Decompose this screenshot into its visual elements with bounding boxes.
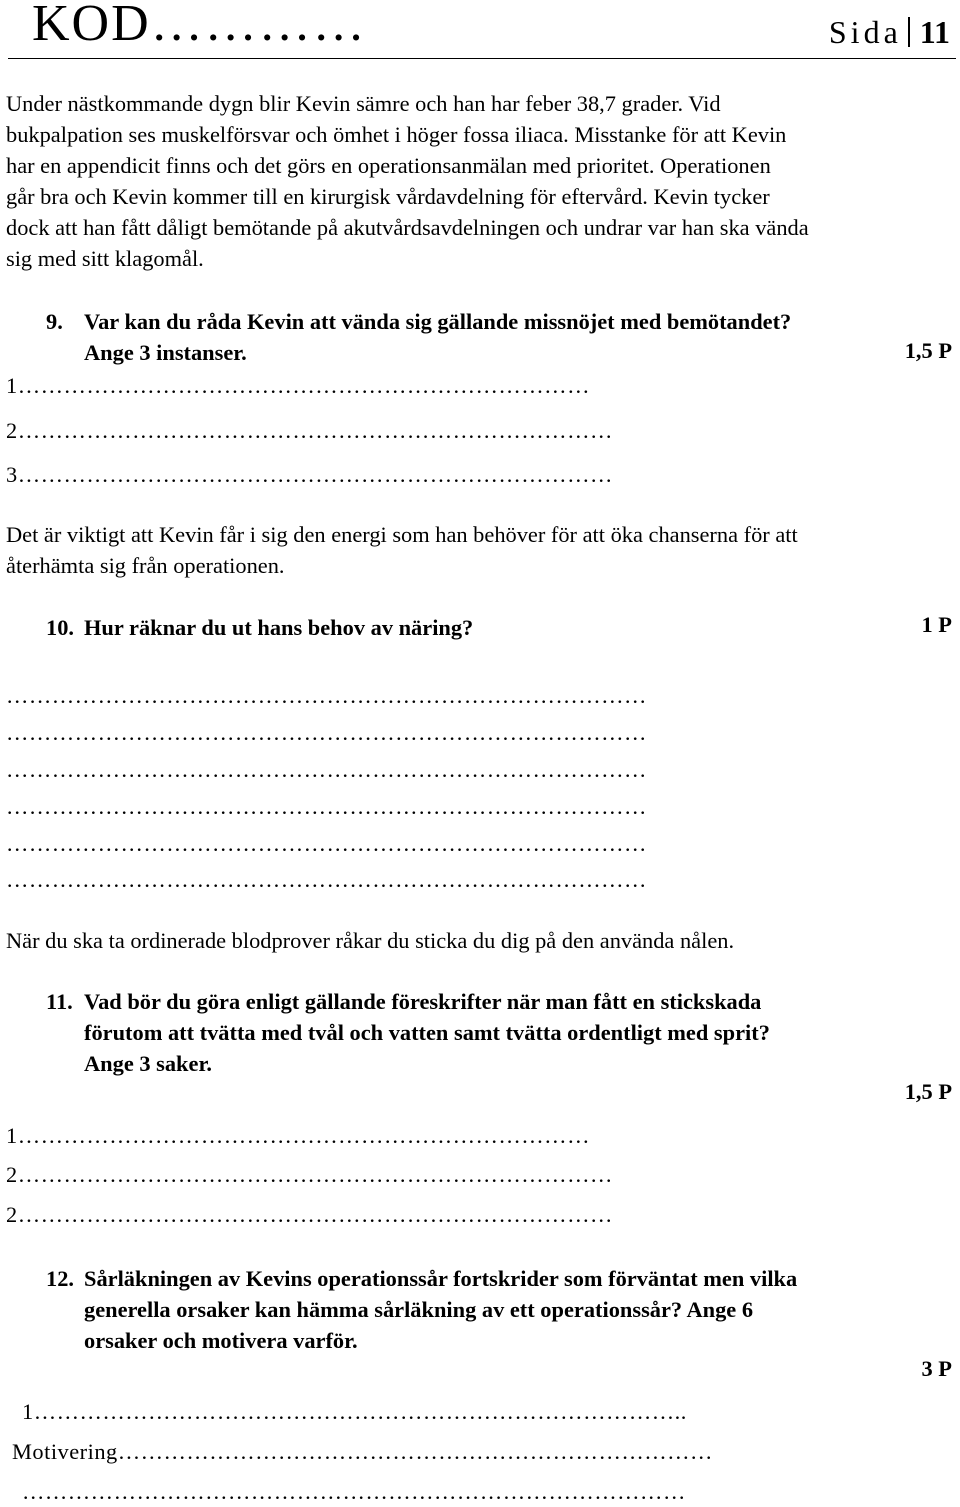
- paragraph-line: sig med sitt klagomål.: [6, 246, 204, 271]
- question-text: generella orsaker kan hämma sårläkning av ett operationssår? Ange 6: [84, 1297, 754, 1322]
- question-text: Sårläkningen av Kevins operationssår fortskrider som förväntat men vilka: [84, 1266, 798, 1291]
- question-10: [46, 612, 473, 643]
- answer-line-12-continued[interactable]: ……………………………………………………………………………: [22, 1479, 686, 1504]
- paragraph-line: har en appendicit finns och det görs en operationsanmälan med prioritet. Operationen: [6, 153, 771, 178]
- question-number: 11.: [46, 989, 73, 1014]
- question-10-points: 1 P: [921, 612, 952, 637]
- answer-line-10-1[interactable]: …………………………………………………………………………: [6, 683, 647, 708]
- question-text: Hur räknar du ut hans behov av näring?: [84, 615, 474, 640]
- answer-line-11-2[interactable]: 2……………………………………………………………………: [6, 1162, 613, 1187]
- paragraph-line: Det är viktigt att Kevin får i sig den energi som han behöver för att öka chanserna för att: [6, 522, 798, 547]
- question-text: Var kan du råda Kevin att vända sig gällande missnöjet med bemötandet?: [84, 309, 792, 334]
- question-number: 9.: [46, 309, 63, 334]
- question-text: förutom att tvätta med tvål och vatten samt tvätta ordentligt med sprit?: [84, 1020, 770, 1045]
- motivation-line-12[interactable]: Motivering……………………………………………………………………: [12, 1439, 713, 1464]
- question-9: [46, 306, 791, 368]
- question-12-points: 3 P: [921, 1356, 952, 1381]
- question-text: Vad bör du göra enligt gällande föreskrifter när man fått en stickskada: [84, 989, 762, 1014]
- exam-code-field: KOD…………: [32, 0, 367, 52]
- answer-line-10-2[interactable]: …………………………………………………………………………: [6, 720, 647, 745]
- question-text: orsaker och motivera varför.: [84, 1328, 358, 1353]
- paragraph-line: dock att han fått dåligt bemötande på akutvårdsavdelningen och undrar var han ska vända: [6, 215, 809, 240]
- answer-line-10-4[interactable]: …………………………………………………………………………: [6, 794, 647, 819]
- question-12: [46, 1263, 797, 1356]
- page-separator: [908, 17, 910, 47]
- header-rule: [8, 58, 956, 59]
- paragraph-line: återhämta sig från operationen.: [6, 553, 285, 578]
- question-11-points: 1,5 P: [904, 1079, 952, 1104]
- page-number: 11: [919, 14, 950, 50]
- question-number: 10.: [46, 615, 74, 640]
- scenario-paragraph-2: [6, 519, 954, 581]
- answer-line-9-2[interactable]: 2……………………………………………………………………: [6, 418, 613, 443]
- question-number: 12.: [46, 1266, 74, 1291]
- question-text: Ange 3 saker.: [84, 1051, 212, 1076]
- answer-line-12-1[interactable]: 1…………………………………………………………………………..: [22, 1399, 687, 1424]
- paragraph-line: går bra och Kevin kommer till en kirurgisk vårdavdelning för eftervård. Kevin tycker: [6, 184, 770, 209]
- answer-line-10-6[interactable]: …………………………………………………………………………: [6, 867, 647, 892]
- scenario-paragraph-3: [6, 925, 954, 956]
- answer-line-11-1[interactable]: 1…………………………………………………………………: [6, 1123, 590, 1148]
- question-text: Ange 3 instanser.: [84, 340, 247, 365]
- answer-line-11-3[interactable]: 2……………………………………………………………………: [6, 1202, 613, 1227]
- answer-line-9-3[interactable]: 3……………………………………………………………………: [6, 462, 613, 487]
- paragraph-line: När du ska ta ordinerade blodprover råkar du sticka du dig på den använda nålen.: [6, 928, 735, 953]
- paragraph-line: bukpalpation ses muskelförsvar och ömhet i höger fossa iliaca. Misstanke för att Kevin: [6, 122, 787, 147]
- page-indicator: [829, 12, 950, 52]
- answer-line-10-3[interactable]: …………………………………………………………………………: [6, 757, 647, 782]
- answer-line-9-1[interactable]: 1…………………………………………………………………: [6, 373, 590, 398]
- question-9-points: 1,5 P: [904, 338, 952, 363]
- paragraph-line: Under nästkommande dygn blir Kevin sämre och han har feber 38,7 grader. Vid: [6, 91, 721, 116]
- question-11: [46, 986, 770, 1079]
- page-label: Sida: [828, 14, 902, 50]
- scenario-paragraph-1: [6, 88, 954, 274]
- answer-line-10-5[interactable]: …………………………………………………………………………: [6, 831, 647, 856]
